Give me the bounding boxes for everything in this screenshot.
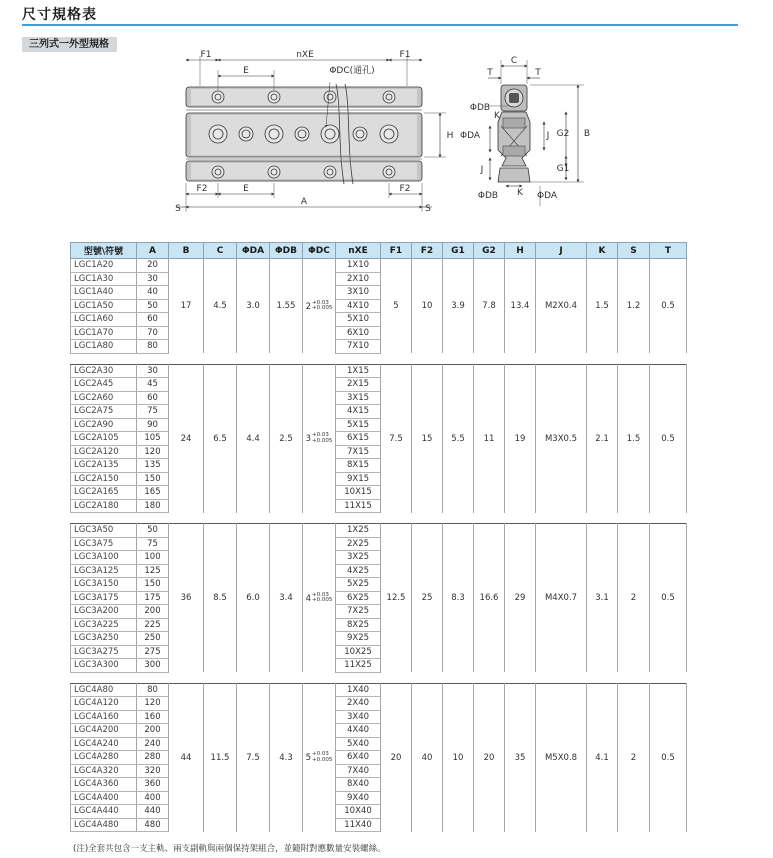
model-cell: LGC2A90 xyxy=(71,418,137,432)
dc-tolerance-lower: +0.005 xyxy=(312,597,333,603)
common-f2-cell: 10 xyxy=(412,259,443,354)
table-row xyxy=(71,259,687,273)
common-k-cell: 1.5 xyxy=(587,259,618,354)
nxe-cell: 1X10 xyxy=(336,259,381,273)
a-cell: 100 xyxy=(137,551,169,565)
model-cell: LGC3A125 xyxy=(71,564,137,578)
model-cell: LGC3A150 xyxy=(71,578,137,592)
nxe-cell: 10X40 xyxy=(336,805,381,819)
a-cell: 105 xyxy=(137,432,169,446)
model-cell: LGC1A80 xyxy=(71,340,137,354)
a-cell: 240 xyxy=(137,737,169,751)
label-k-bottom: K xyxy=(517,188,523,198)
label-f2-left: F2 xyxy=(196,184,208,194)
nxe-cell: 5X40 xyxy=(336,737,381,751)
model-cell: LGC1A40 xyxy=(71,286,137,300)
side-view xyxy=(488,60,584,206)
label-e-bottom: E xyxy=(243,184,249,194)
nxe-cell: 10X15 xyxy=(336,486,381,500)
column-header: G2 xyxy=(474,243,505,259)
common-s-cell: 2 xyxy=(618,524,650,673)
label-t-right: T xyxy=(535,68,541,78)
common-j-cell: M2X0.4 xyxy=(536,259,587,354)
model-cell: LGC4A200 xyxy=(71,724,137,738)
common-f1-cell: 5 xyxy=(381,259,412,354)
label-db-bottom: ΦDB xyxy=(477,191,499,201)
section-subtitle: 三列式一外型規格 xyxy=(22,37,117,52)
common-f1-cell: 12.5 xyxy=(381,524,412,673)
a-cell: 120 xyxy=(137,697,169,711)
nxe-cell: 7X10 xyxy=(336,340,381,354)
a-cell: 160 xyxy=(137,710,169,724)
common-dc-cell xyxy=(303,524,336,673)
model-cell: LGC3A225 xyxy=(71,618,137,632)
nxe-cell: 2X15 xyxy=(336,378,381,392)
common-f1-cell: 7.5 xyxy=(381,364,412,513)
model-cell: LGC2A45 xyxy=(71,378,137,392)
model-cell: LGC3A200 xyxy=(71,605,137,619)
model-cell: LGC2A120 xyxy=(71,445,137,459)
common-da-cell: 7.5 xyxy=(237,683,270,832)
model-cell: LGC3A175 xyxy=(71,591,137,605)
nxe-cell: 2X10 xyxy=(336,272,381,286)
label-f1-right: F1 xyxy=(399,50,411,60)
common-b-cell: 44 xyxy=(169,683,204,832)
a-cell: 75 xyxy=(137,537,169,551)
a-cell: 150 xyxy=(137,578,169,592)
model-cell: LGC2A150 xyxy=(71,472,137,486)
label-k-top: K xyxy=(494,111,500,121)
a-cell: 250 xyxy=(137,632,169,646)
model-cell: LGC4A160 xyxy=(71,710,137,724)
nxe-cell: 3X15 xyxy=(336,391,381,405)
common-t-cell: 0.5 xyxy=(650,683,687,832)
label-s-right: S xyxy=(425,204,431,214)
label-t-left: T xyxy=(487,68,493,78)
common-j-cell: M5X0.8 xyxy=(536,683,587,832)
common-db-cell: 3.4 xyxy=(270,524,303,673)
a-cell: 30 xyxy=(137,272,169,286)
common-t-cell: 0.5 xyxy=(650,364,687,513)
column-header: nXE xyxy=(336,243,381,259)
common-s-cell: 2 xyxy=(618,683,650,832)
a-cell: 150 xyxy=(137,472,169,486)
a-cell: 280 xyxy=(137,751,169,765)
common-h-cell: 19 xyxy=(505,364,536,513)
nxe-cell: 3X10 xyxy=(336,286,381,300)
a-cell: 440 xyxy=(137,805,169,819)
dc-tolerance-upper: +0.03 xyxy=(312,432,329,438)
a-cell: 40 xyxy=(137,286,169,300)
nxe-cell: 5X25 xyxy=(336,578,381,592)
nxe-cell: 5X10 xyxy=(336,313,381,327)
nxe-cell: 7X40 xyxy=(336,764,381,778)
a-cell: 120 xyxy=(137,445,169,459)
column-header: A xyxy=(137,243,169,259)
label-s-left: S xyxy=(175,204,181,214)
common-k-cell: 3.1 xyxy=(587,524,618,673)
label-db-top: ΦDB xyxy=(469,103,491,113)
column-header: F2 xyxy=(412,243,443,259)
table-row xyxy=(71,683,687,697)
dc-tolerance xyxy=(312,301,332,312)
column-header: T xyxy=(650,243,687,259)
common-da-cell: 3.0 xyxy=(237,259,270,354)
a-cell: 50 xyxy=(137,524,169,538)
a-cell: 80 xyxy=(137,340,169,354)
a-cell: 200 xyxy=(137,605,169,619)
model-cell: LGC2A60 xyxy=(71,391,137,405)
a-cell: 45 xyxy=(137,378,169,392)
a-cell: 80 xyxy=(137,683,169,697)
model-cell: LGC1A20 xyxy=(71,259,137,273)
nxe-cell: 7X15 xyxy=(336,445,381,459)
model-cell: LGC4A320 xyxy=(71,764,137,778)
nxe-cell: 1X25 xyxy=(336,524,381,538)
common-h-cell: 29 xyxy=(505,524,536,673)
a-cell: 400 xyxy=(137,791,169,805)
common-c-cell: 6.5 xyxy=(204,364,237,513)
column-header: B xyxy=(169,243,204,259)
label-f2-right: F2 xyxy=(399,184,411,194)
dc-tolerance-upper: +0.03 xyxy=(312,751,329,757)
nxe-cell: 2X40 xyxy=(336,697,381,711)
label-j-right: J xyxy=(546,131,550,141)
spec-table xyxy=(70,242,687,832)
label-g1: G1 xyxy=(556,164,570,174)
common-b-cell: 24 xyxy=(169,364,204,513)
nxe-cell: 9X15 xyxy=(336,472,381,486)
common-b-cell: 17 xyxy=(169,259,204,354)
model-cell: LGC4A480 xyxy=(71,818,137,832)
a-cell: 135 xyxy=(137,459,169,473)
nxe-cell: 6X10 xyxy=(336,326,381,340)
common-g2-cell: 20 xyxy=(474,683,505,832)
column-header: ΦDB xyxy=(270,243,303,259)
nxe-cell: 3X40 xyxy=(336,710,381,724)
model-cell: LGC2A165 xyxy=(71,486,137,500)
a-cell: 480 xyxy=(137,818,169,832)
a-cell: 30 xyxy=(137,364,169,378)
dc-tolerance xyxy=(312,593,332,604)
a-cell: 275 xyxy=(137,645,169,659)
label-dc: ΦDC(通孔) xyxy=(329,66,375,76)
column-header: ΦDA xyxy=(237,243,270,259)
common-g2-cell: 16.6 xyxy=(474,524,505,673)
nxe-cell: 9X40 xyxy=(336,791,381,805)
common-h-cell: 35 xyxy=(505,683,536,832)
nxe-cell: 2X25 xyxy=(336,537,381,551)
common-c-cell: 8.5 xyxy=(204,524,237,673)
common-k-cell: 2.1 xyxy=(587,364,618,513)
model-cell: LGC4A80 xyxy=(71,683,137,697)
footnote: (注)全套共包含一支主軌、兩支副軌與兩個保持架組合，並隨附對應數量安裝螺絲。 xyxy=(73,844,386,854)
model-cell: LGC1A70 xyxy=(71,326,137,340)
column-header: ΦDC xyxy=(303,243,336,259)
common-k-cell: 4.1 xyxy=(587,683,618,832)
table-row xyxy=(71,524,687,538)
nxe-cell: 11X25 xyxy=(336,659,381,673)
common-b-cell: 36 xyxy=(169,524,204,673)
nxe-cell: 9X25 xyxy=(336,632,381,646)
model-cell: LGC4A280 xyxy=(71,751,137,765)
common-g1-cell: 5.5 xyxy=(443,364,474,513)
nxe-cell: 8X25 xyxy=(336,618,381,632)
common-h-cell: 13.4 xyxy=(505,259,536,354)
nxe-cell: 5X15 xyxy=(336,418,381,432)
a-cell: 60 xyxy=(137,391,169,405)
page-title: 尺寸規格表 xyxy=(22,7,97,23)
nxe-cell: 4X10 xyxy=(336,299,381,313)
dc-tolerance-lower: +0.005 xyxy=(312,756,333,763)
nxe-cell: 7X25 xyxy=(336,605,381,619)
model-cell: LGC3A275 xyxy=(71,645,137,659)
nxe-cell: 1X40 xyxy=(336,683,381,697)
nxe-cell: 4X25 xyxy=(336,564,381,578)
label-c: C xyxy=(510,56,518,66)
dc-tolerance-upper: +0.03 xyxy=(312,591,329,598)
group-spacer xyxy=(71,513,687,524)
a-cell: 300 xyxy=(137,659,169,673)
label-f1-left: F1 xyxy=(200,50,212,60)
a-cell: 90 xyxy=(137,418,169,432)
nxe-cell: 11X15 xyxy=(336,499,381,513)
model-cell: LGC2A180 xyxy=(71,499,137,513)
common-s-cell: 1.2 xyxy=(618,259,650,354)
column-header: J xyxy=(536,243,587,259)
a-cell: 125 xyxy=(137,564,169,578)
a-cell: 225 xyxy=(137,618,169,632)
dc-value: 4 xyxy=(305,593,312,604)
a-cell: 320 xyxy=(137,764,169,778)
label-h: H xyxy=(446,131,454,141)
dc-tolerance-lower: +0.005 xyxy=(312,437,333,444)
nxe-cell: 8X40 xyxy=(336,778,381,792)
nxe-cell: 1X15 xyxy=(336,364,381,378)
a-cell: 60 xyxy=(137,313,169,327)
model-cell: LGC3A75 xyxy=(71,537,137,551)
common-c-cell: 4.5 xyxy=(204,259,237,354)
nxe-cell: 6X15 xyxy=(336,432,381,446)
common-f1-cell: 20 xyxy=(381,683,412,832)
common-db-cell: 1.55 xyxy=(270,259,303,354)
dc-tolerance xyxy=(312,433,332,444)
group-spacer xyxy=(71,672,687,683)
label-a: A xyxy=(300,197,308,207)
dc-tolerance-lower: +0.005 xyxy=(312,305,333,311)
label-e-top: E xyxy=(243,66,249,76)
label-g2: G2 xyxy=(556,129,570,139)
column-header: S xyxy=(618,243,650,259)
model-cell: LGC3A250 xyxy=(71,632,137,646)
common-db-cell: 4.3 xyxy=(270,683,303,832)
common-s-cell: 1.5 xyxy=(618,364,650,513)
table-row xyxy=(71,364,687,378)
group-spacer xyxy=(71,353,687,364)
model-cell: LGC4A400 xyxy=(71,791,137,805)
common-f2-cell: 15 xyxy=(412,364,443,513)
label-nxe: nXE xyxy=(296,50,314,60)
common-f2-cell: 25 xyxy=(412,524,443,673)
common-g2-cell: 7.8 xyxy=(474,259,505,354)
a-cell: 165 xyxy=(137,486,169,500)
common-j-cell: M4X0.7 xyxy=(536,524,587,673)
common-da-cell: 6.0 xyxy=(237,524,270,673)
column-header: K xyxy=(587,243,618,259)
nxe-cell: 4X15 xyxy=(336,405,381,419)
model-cell: LGC4A240 xyxy=(71,737,137,751)
dc-value: 5 xyxy=(305,753,312,763)
a-cell: 175 xyxy=(137,591,169,605)
nxe-cell: 4X40 xyxy=(336,724,381,738)
common-g1-cell: 3.9 xyxy=(443,259,474,354)
dc-tolerance-upper: +0.03 xyxy=(312,299,329,306)
label-da-right: ΦDA xyxy=(536,191,558,201)
common-dc-cell xyxy=(303,364,336,513)
label-b: B xyxy=(583,129,591,139)
model-cell: LGC2A135 xyxy=(71,459,137,473)
nxe-cell: 3X25 xyxy=(336,551,381,565)
common-f2-cell: 40 xyxy=(412,683,443,832)
common-g1-cell: 10 xyxy=(443,683,474,832)
nxe-cell: 6X25 xyxy=(336,591,381,605)
technical-drawing xyxy=(0,46,773,242)
nxe-cell: 6X40 xyxy=(336,751,381,765)
dc-value: 3 xyxy=(305,434,312,444)
model-cell: LGC1A60 xyxy=(71,313,137,327)
common-c-cell: 11.5 xyxy=(204,683,237,832)
column-header: G1 xyxy=(443,243,474,259)
nxe-cell: 8X15 xyxy=(336,459,381,473)
table-body xyxy=(71,259,687,832)
common-db-cell: 2.5 xyxy=(270,364,303,513)
model-cell: LGC4A120 xyxy=(71,697,137,711)
common-da-cell: 4.4 xyxy=(237,364,270,513)
common-j-cell: M3X0.5 xyxy=(536,364,587,513)
dc-tolerance xyxy=(312,752,332,763)
a-cell: 180 xyxy=(137,499,169,513)
column-header: 型號\符號 xyxy=(71,243,137,259)
model-cell: LGC4A360 xyxy=(71,778,137,792)
model-cell: LGC3A300 xyxy=(71,659,137,673)
a-cell: 360 xyxy=(137,778,169,792)
a-cell: 50 xyxy=(137,299,169,313)
model-cell: LGC3A50 xyxy=(71,524,137,538)
model-cell: LGC2A75 xyxy=(71,405,137,419)
common-g1-cell: 8.3 xyxy=(443,524,474,673)
column-header: F1 xyxy=(381,243,412,259)
model-cell: LGC3A100 xyxy=(71,551,137,565)
common-t-cell: 0.5 xyxy=(650,259,687,354)
model-cell: LGC2A105 xyxy=(71,432,137,446)
dc-value: 2 xyxy=(305,301,312,312)
model-cell: LGC4A440 xyxy=(71,805,137,819)
model-cell: LGC1A30 xyxy=(71,272,137,286)
common-dc-cell xyxy=(303,259,336,354)
model-cell: LGC1A50 xyxy=(71,299,137,313)
a-cell: 200 xyxy=(137,724,169,738)
nxe-cell: 10X25 xyxy=(336,645,381,659)
common-g2-cell: 11 xyxy=(474,364,505,513)
label-j-left: J xyxy=(480,165,484,175)
column-header: C xyxy=(204,243,237,259)
a-cell: 20 xyxy=(137,259,169,273)
nxe-cell: 11X40 xyxy=(336,818,381,832)
a-cell: 75 xyxy=(137,405,169,419)
title-rule xyxy=(22,24,738,26)
table-header-row xyxy=(71,243,687,259)
common-dc-cell xyxy=(303,683,336,832)
common-t-cell: 0.5 xyxy=(650,524,687,673)
label-da-left: ΦDA xyxy=(459,131,481,141)
model-cell: LGC2A30 xyxy=(71,364,137,378)
a-cell: 70 xyxy=(137,326,169,340)
column-header: H xyxy=(505,243,536,259)
